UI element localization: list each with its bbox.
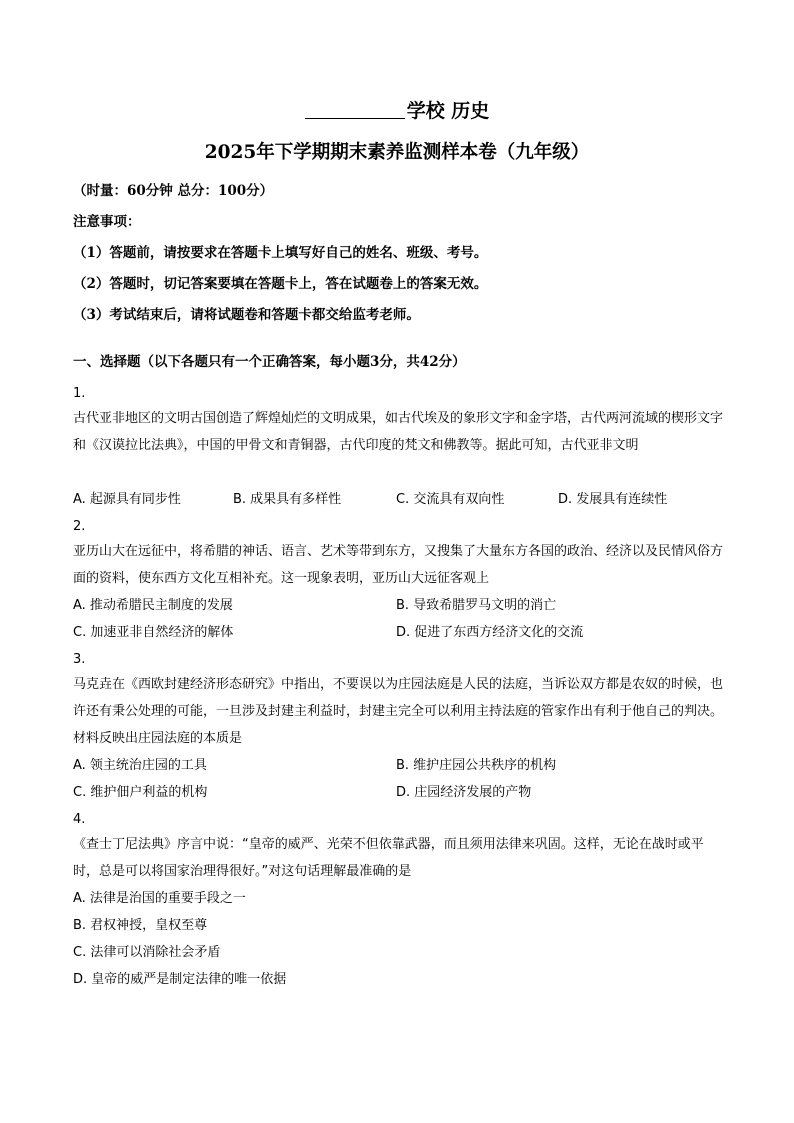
option-d: D. 促进了东西方经济文化的交流 [396, 625, 584, 640]
question-stem: 《查士丁尼法典》序言中说：“皇帝的威严、光荣不但依靠武器，而且须用法律来巩固。这样，无论在战时或平时，总是可以将国家治理得很好。”对这句话理解最准确的是 [73, 837, 704, 879]
option-a: A. 法律是治国的重要手段之一 [73, 891, 246, 906]
option-b: B. 君权神授，皇权至尊 [73, 918, 208, 933]
option-a: A. 领主统治庄园的工具 [73, 758, 207, 773]
option-b: B. 成果具有多样性 [233, 492, 342, 507]
question-number: 2. [73, 519, 86, 534]
option-b: B. 导致希腊罗马文明的消亡 [396, 598, 557, 613]
time-score-info: （时量：60分钟 总分：100分） [73, 183, 274, 199]
notes-title: 注意事项： [73, 214, 141, 230]
question-number: 3. [73, 652, 86, 667]
option-d: D. 庄园经济发展的产物 [396, 785, 532, 800]
question-stem: 马克垚在《西欧封建经济形态研究》中指出，不要误以为庄园法庭是人民的法庭，当诉讼双方都是农奴的时候，也许还有秉公处理的可能，一旦涉及封建主利益时，封建主完全可以利用主持法庭的管家作出有利于他自己的判决。材料反映出庄园法庭的本质是 [73, 677, 724, 746]
option-c: C. 交流具有双向性 [396, 492, 505, 507]
section-title: 一、选择题（以下各题只有一个正确答案，每小题3分，共42分） [73, 354, 466, 370]
option-a: A. 推动希腊民主制度的发展 [73, 598, 233, 613]
option-b: B. 维护庄园公共秩序的机构 [396, 758, 557, 773]
option-d: D. 皇帝的威严是制定法律的唯一依据 [73, 972, 287, 987]
exam-subtitle: 2025年下学期期末素养监测样本卷（九年级） [204, 142, 590, 163]
question-number: 1. [73, 386, 86, 401]
option-a: A. 起源具有同步性 [73, 492, 181, 507]
question-number: 4. [73, 812, 86, 827]
question-stem: 亚历山大在远征中，将希腊的神话、语言、艺术等带到东方，又搜集了大量东方各国的政治、经济以及民情风俗方面的资料，使东西方文化互相补充。这一现象表明，亚历山大远征客观上 [73, 544, 724, 586]
note-item: （3）考试结束后，请将试题卷和答题卡都交给监考老师。 [73, 307, 420, 323]
option-c: C. 维护佃户利益的机构 [73, 785, 208, 800]
note-item: （1）答题前，请按要求在答题卡上填写好自己的姓名、班级、考号。 [73, 245, 488, 261]
page-title [0, 100, 794, 122]
option-d: D. 发展具有连续性 [558, 492, 668, 507]
option-c: C. 法律可以消除社会矛盾 [73, 945, 221, 960]
option-c: C. 加速亚非自然经济的解体 [73, 625, 234, 640]
school-subject-label: 学校 历史 [406, 100, 490, 122]
question-stem: 古代亚非地区的文明古国创造了辉煌灿烂的文明成果，如古代埃及的象形文字和金字塔，古代两河流域的楔形文字和《汉谟拉比法典》，中国的甲骨文和青铜器，古代印度的梵文和佛教等。据此可知，古代亚非文明 [73, 411, 724, 453]
note-item: （2）答题时，切记答案要填在答题卡上，答在试题卷上的答案无效。 [73, 276, 488, 292]
school-name-blank [305, 100, 405, 119]
